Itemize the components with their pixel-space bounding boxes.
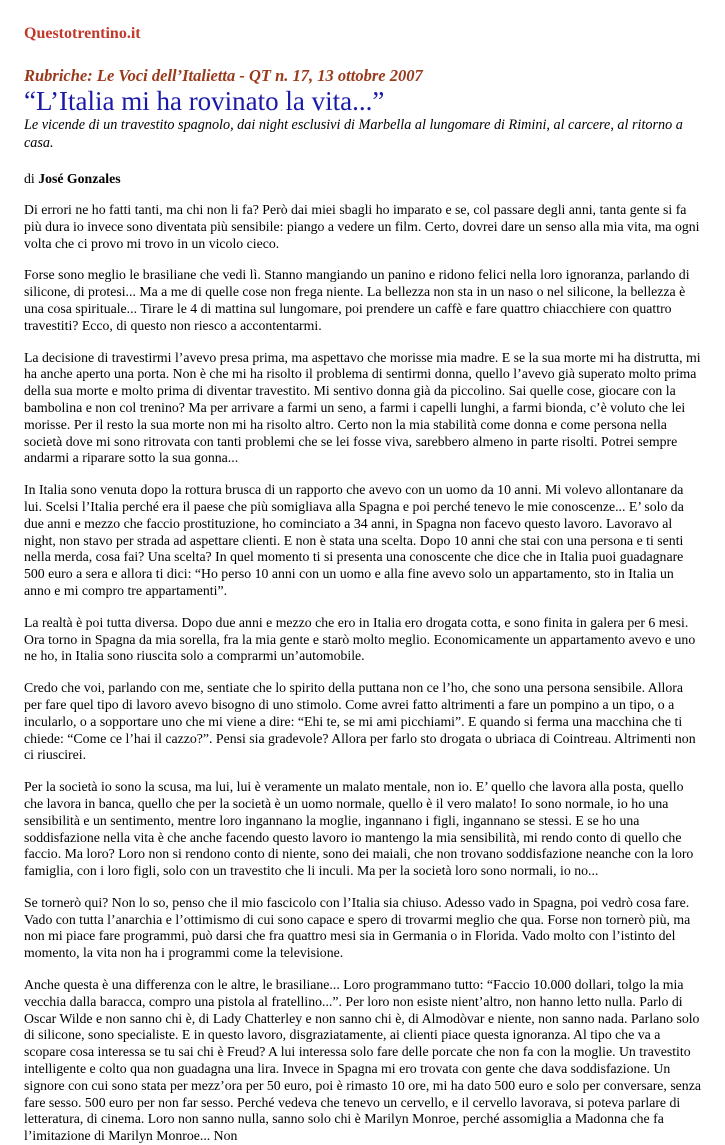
paragraph-3: La decisione di travestirmi l’avevo presa prima, ma aspettavo che morisse mia madre. E se la sua morte mi ha distrutta, mi ha anche aperto una porta. Non è che mi ha risolto il problema di sentirmi donna, quello l’avevo già superato molto prima della sua morte e molto prima di diventar travestito. Mi sentivo donna già da piccolino. Sai quelle cose, giocare con la bambolina e non col trenino? Ma per arrivare a farmi un seno, a farmi i capelli lunghi, a farmi bionda, c’è voluto che lei morisse. Per il resto la sua morte non mi ha risolto altro. Certo non la mia stabilità come donna e come persona nella società dove mi sono ritrovata con tanti problemi che se lei fosse viva, sarebbero almeno in parte risolti. Potrei sempre andarmi a riparare sotto la sua gonna... <box>24 349 701 466</box>
paragraph-1: Di errori ne ho fatti tanti, ma chi non li fa? Però dai miei sbagli ho imparato e se, col passare degli anni, tanta gente si fa più dura io invece sono diventata più sensibile: piango a vedere un film. Certo, dovrei dare un senso alla mia vita, ma ogni volta che ci provo mi trovo in un vicolo cieco. <box>24 202 700 251</box>
byline-prefix: di <box>24 171 35 186</box>
author-name: José Gonzales <box>38 171 121 186</box>
paragraph-2: Forse sono meglio le brasiliane che vedi lì. Stanno mangiando un panino e ridono felici nella loro ignoranza, parlando di silicone, di protesi... Ma a me di quelle cose non frega niente. La bellezza non sta in un naso o nel silicone, la bellezza è una cosa spirituale... Tirare le 4 di mattina sul lungomare, poi prendere un caffè e fare quattro chiacchiere con quattro travestiti? Ecco, di questo non riesco a accontentarmi. <box>24 267 690 333</box>
paragraph-8: Se tornerò qui? Non lo so, penso che il mio fascicolo con l’Italia sia chiuso. Adesso vado in Spagna, poi vedrò cosa fare. Vado con tutta l’anarchia e l’ottimismo di cui sono capace e spero di trovarmi meglio che qua. Forse non tornerò più, ma non mi piace fare programmi, può darsi che fra quattro mesi sia in Germania o in Florida. Vado molto con l’istinto del momento, la vita non ha i programmi come la televisione. <box>24 894 691 961</box>
article-title: “L’Italia mi ha rovinato la vita...” <box>24 86 385 116</box>
byline <box>24 170 703 188</box>
site-logo-link[interactable]: Questotrentino.it <box>24 25 141 42</box>
paragraph-4: In Italia sono venuta dopo la rottura brusca di un rapporto che avevo con un uomo da 10 anni. Mi volevo allontanare da lui. Scelsi l’Italia perché era il paese che più somigliava alla Spagna e poi perché tenevo le mie conoscenze... E’ solo da due anni e mezzo che faccio prostituzione, ho cominciato a 34 anni, in Spagna non facevo questo lavoro. Lavoravo al night, non stavo per strada ad aspettare clienti. E non è stata una scelta. Dopo 10 anni che stai con una persona e ti senti nella merda, cosa fai? Una scelta? In quel momento ti si presenta una conoscente che dice che in Italia puoi guadagnare 500 euro a sera e allora ti dici: “Ho perso 10 anni con un uomo e alla fine avevo solo un appartamento, sto in Italia un anno e mi compro tre appartamenti”. <box>24 482 684 598</box>
paragraph-5: La realtà è poi tutta diversa. Dopo due anni e mezzo che ero in Italia ero drogata cotta, e sono finita in galera per 6 mesi. Ora torno in Spagna da mia sorella, fra la mia gente e starò molto meglio. Economicamente un appartamento avevo e uno ne ho, in Italia sono riuscita solo a comprarmi un’automobile. <box>24 614 696 664</box>
article-subtitle: Le vicende di un travestito spagnolo, dai night esclusivi di Marbella al lungomare di Rimini, al carcere, al ritorno a casa. <box>24 117 683 151</box>
paragraph-6: Credo che voi, parlando con me, sentiate che lo spirito della puttana non ce l’ho, che sono una persona sensibile. Allora per fare quel tipo di lavoro avevo bisogno di uno stimolo. Come avrei fatto altrimenti a fare un pompino a un tipo, o a incularlo, o a sopportare uno che mi viene a dire: “Ehi te, se mi ami picchiami”. E quando si ferma una macchina che ti chiede: “Come ce l’hai il cazzo?”. Pensi sia gradevole? Allora per farlo sto drogata o ubriaca di Cointreau. Altrimenti non ci riuscirei. <box>24 680 696 763</box>
article-body <box>24 202 703 1145</box>
paragraph-9: Anche questa è una differenza con le altre, le brasiliane... Loro programmano tutto: “Faccio 10.000 dollari, tolgo la mia vecchia dalla baracca, compro una pistola al fratellino...”. Per loro non esiste nient’altro, non hanno letto nulla. Parlo di Oscar Wilde e non sanno chi è, di Lady Chatterley e non sanno chi è, di Almodòvar e niente, non sanno nada. Parlano solo di silicone, sono specialiste. E in questo lavoro, disgraziatamente, ai clienti piace questa ignoranza. Al tipo che va a scopare cosa interessa se tu sai chi è Freud? A lui interessa solo fare delle porcate che non fa con la moglie. Un travestito intelligente e colto qua non guadagna una lira. Invece in Spagna mi ero trovata con gente che dava soddisfazione. Un signore con cui sono stata per mezz’ora per 50 euro, poi è rimasto 10 ore, mi ha dato 500 euro e solo per conversare, senza fare sesso. 500 euro per non far sesso. Perché vedeva che tenevo un cervello, e il cervello lavorava, si poteva parlare di letteratura, di cinema. Loro non sanno nulla, sanno solo chi è Marilyn Monroe, perché assomiglia a Madonna che fa l’imitazione di Marilyn Monroe... Non <box>24 977 701 1144</box>
paragraph-7: Per la società io sono la scusa, ma lui, lui è veramente un malato mentale, non io. E’ quello che lavora alla posta, quello che lavora in banca, quello che per la società è un uomo normale, quello è il vero malato! Io sono normale, io ho una sensibilità e un sentimento, mentre loro ingannano la moglie, ingannano i figli, ingannano se stessi. E se ho una soddisfazione nella vita è che anche facendo questo lavoro io mantengo la mia sensibilità, mi rendo conto di quello che faccio. Ma loro? Loro non si rendono conto di niente, sono dei maiali, che non trovano soddisfazione neanche con la loro famiglia, con i loro figli, solo con un travestito che li inculi. Ma per la società loro sono normali, io no... <box>24 779 694 879</box>
rubric-line: Rubriche: Le Voci dell’Italietta - QT n. 17, 13 ottobre 2007 <box>24 66 423 85</box>
